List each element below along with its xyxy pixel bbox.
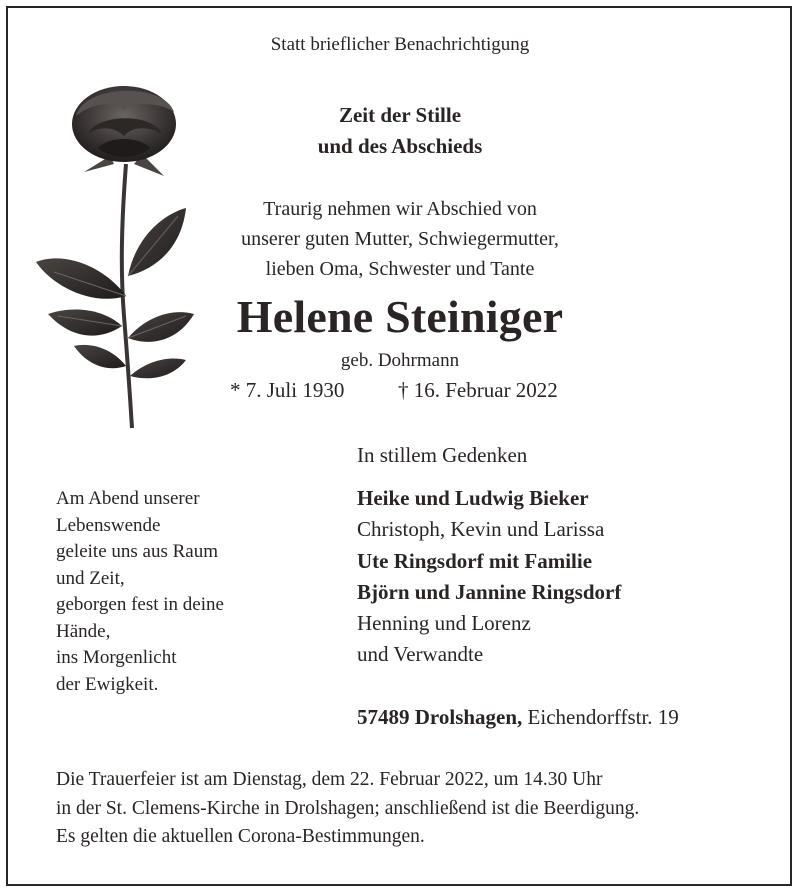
poem [56, 486, 224, 698]
footer-line: Es gelten die aktuellen Corona-Bestimmungen. [56, 826, 425, 847]
address-street: Eichendorffstr. 19 [527, 705, 679, 729]
mourners-list [357, 483, 621, 671]
notice-line: lieben Oma, Schwester und Tante [265, 258, 535, 280]
poem-line: und Zeit, [56, 567, 125, 589]
deceased-name: Helene Steiniger [236, 291, 564, 342]
mourner-line: Ute Ringsdorf mit Familie [357, 548, 593, 573]
birth-name: geb. Dohrmann [340, 350, 460, 371]
heading-line: und des Abschieds [317, 134, 483, 158]
heading-line: Zeit der Stille [338, 103, 462, 127]
intro-text: Statt brieflicher Benachrichtigung [270, 34, 530, 55]
mourner-line: Christoph, Kevin und Larissa [357, 517, 605, 542]
poem-line: Hände, [56, 620, 111, 642]
mourners-title: In stillem Gedenken [357, 443, 528, 467]
rose-icon [14, 76, 214, 436]
poem-line: der Ewigkeit. [56, 673, 159, 695]
mourner-line: und Verwandte [357, 642, 484, 667]
notice-line: unserer guten Mutter, Schwiegermutter, [241, 228, 559, 250]
notice-line: Traurig nehmen wir Abschied von [263, 198, 537, 220]
death-date: † 16. Februar 2022 [398, 378, 558, 402]
poem-line: geborgen fest in deine [56, 594, 224, 615]
poem-line: Am Abend unserer [56, 488, 200, 509]
footer-line: Die Trauerfeier ist am Dienstag, dem 22. Februar 2022, um 14.30 Uhr [56, 769, 603, 790]
address-city: 57489 Drolshagen, [357, 705, 523, 729]
poem-line: Lebenswende [56, 514, 161, 536]
poem-line: geleite uns aus Raum [56, 541, 218, 562]
poem-line: ins Morgenlicht [56, 647, 177, 668]
mourner-line: Henning und Lorenz [357, 611, 531, 636]
birth-date: * 7. Juli 1930 [230, 378, 345, 402]
footer-line: in der St. Clemens-Kirche in Drolshagen; anschließend ist die Beerdigung. [56, 797, 640, 819]
address [357, 705, 679, 730]
ceremony-info [56, 766, 639, 852]
mourner-line: Björn und Jannine Ringsdorf [357, 579, 622, 604]
mourner-line: Heike und Ludwig Bieker [357, 486, 589, 510]
